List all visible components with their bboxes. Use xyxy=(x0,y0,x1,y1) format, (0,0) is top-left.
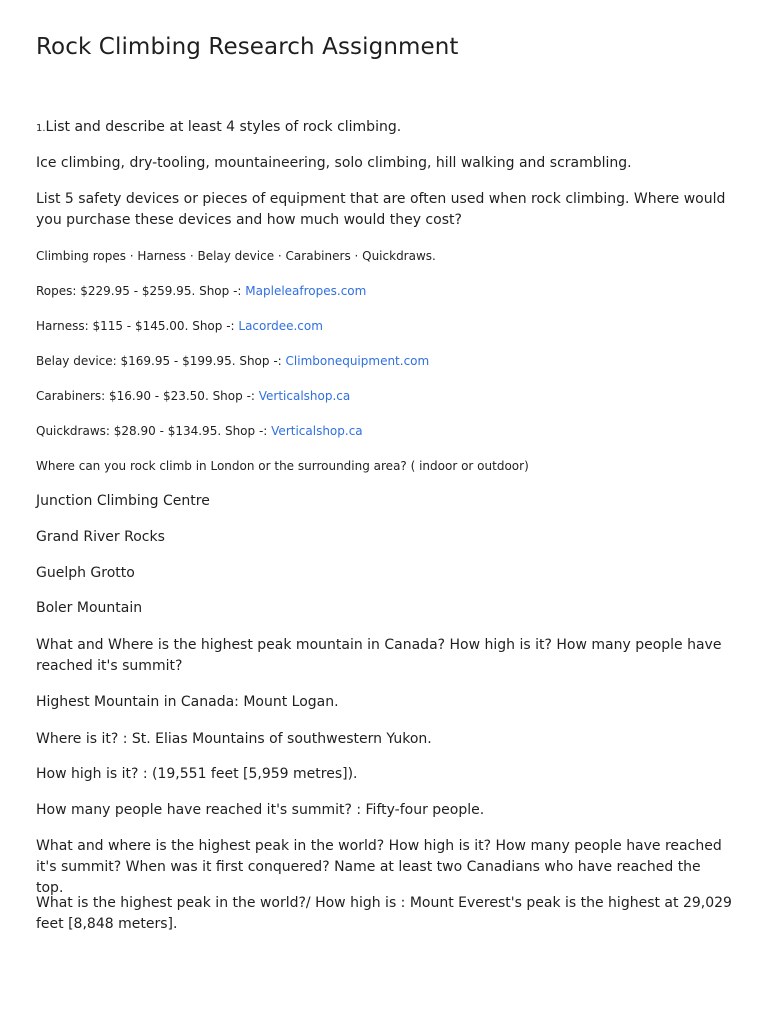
link-verticalshop-carabiners[interactable]: Verticalshop.ca xyxy=(258,389,351,403)
answer-4-height: How high is it? : (19,551 feet [5,959 metres]). xyxy=(36,766,358,782)
link-mapleleafropes[interactable]: Mapleleafropes.com xyxy=(245,284,367,298)
answer-4-summit-count: How many people have reached it's summit? : Fifty-four people. xyxy=(36,802,485,818)
question-5: What and where is the highest peak in the world? How high is it? How many people have reached it's summit? When was it first conquered? Name at least two Canadians who have reached the top. xyxy=(36,838,722,896)
equipment-list: Climbing ropes · Harness · Belay device · Carabiners · Quickdraws. xyxy=(36,249,436,263)
location-item: Junction Climbing Centre xyxy=(36,493,210,509)
link-climbonequipment[interactable]: Climbonequipment.com xyxy=(285,354,430,368)
location-item: Grand River Rocks xyxy=(36,529,165,545)
price-carabiners xyxy=(36,387,732,405)
question-2: List 5 safety devices or pieces of equipment that are often used when rock climbing. Where would you purchase these devices and how much would they cost? xyxy=(36,191,726,228)
answer-1: Ice climbing, dry-tooling, mountaineering, solo climbing, hill walking and scrambling. xyxy=(36,155,632,171)
price-belay-device xyxy=(36,352,732,370)
question-3: Where can you rock climb in London or the surrounding area? ( indoor or outdoor) xyxy=(36,459,529,473)
price-ropes xyxy=(36,282,732,300)
location-item: Guelph Grotto xyxy=(36,565,135,581)
price-ropes-text: Ropes: $229.95 - $259.95. Shop -: xyxy=(36,284,246,298)
price-quickdraws xyxy=(36,422,732,440)
price-harness xyxy=(36,317,732,335)
price-harness-text: Harness: $115 - $145.00. Shop -: xyxy=(36,319,239,333)
price-belay-device-text: Belay device: $169.95 - $199.95. Shop -: xyxy=(36,354,286,368)
location-item: Boler Mountain xyxy=(36,600,143,616)
page-title: Rock Climbing Research Assignment xyxy=(36,34,459,60)
answer-4-location: Where is it? : St. Elias Mountains of southwestern Yukon. xyxy=(36,731,432,747)
answer-4-mountain: Highest Mountain in Canada: Mount Logan. xyxy=(36,694,339,710)
question-1-text: List and describe at least 4 styles of rock climbing. xyxy=(45,119,402,135)
answer-5-highest-peak: What is the highest peak in the world?/ How high is : Mount Everest's peak is the highest at 29,029 feet [8,848 meters]. xyxy=(36,895,732,932)
question-1-number: 1. xyxy=(36,123,46,134)
question-4: What and Where is the highest peak mountain in Canada? How high is it? How many people have reached it's summit? xyxy=(36,637,722,674)
link-lacordee[interactable]: Lacordee.com xyxy=(238,319,323,333)
question-1 xyxy=(36,117,732,139)
price-carabiners-text: Carabiners: $16.90 - $23.50. Shop -: xyxy=(36,389,259,403)
price-quickdraws-text: Quickdraws: $28.90 - $134.95. Shop -: xyxy=(36,424,272,438)
link-verticalshop-quickdraws[interactable]: Verticalshop.ca xyxy=(271,424,363,438)
